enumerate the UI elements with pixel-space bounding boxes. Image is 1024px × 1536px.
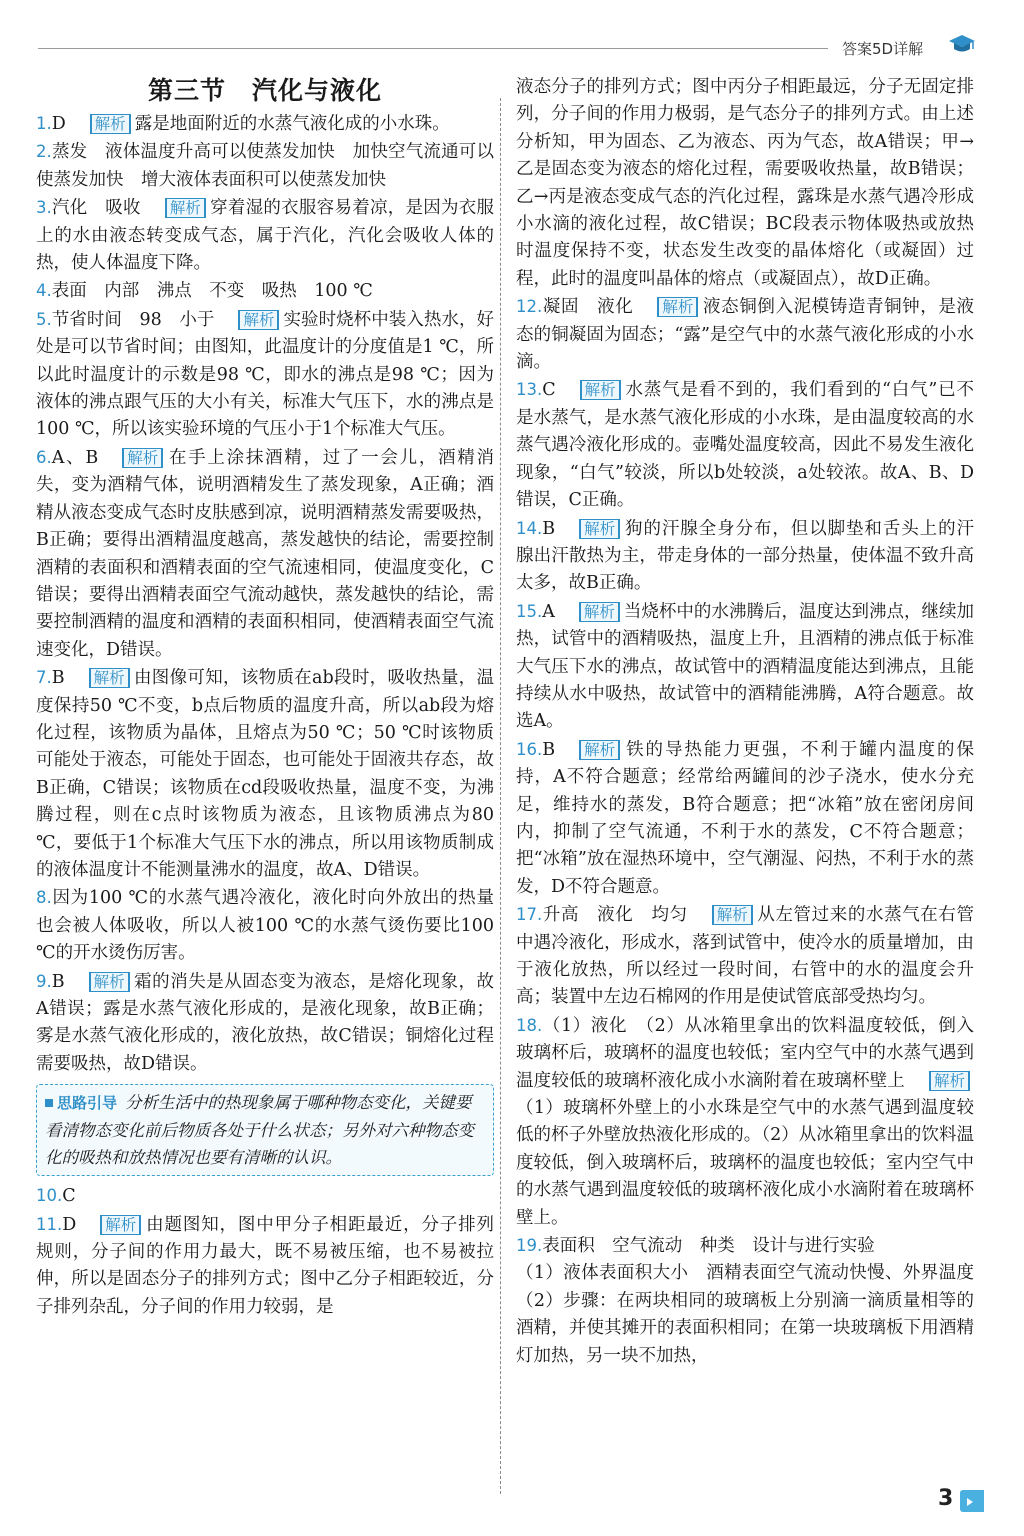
jiexi-tag: 解析 [579, 602, 620, 622]
jiexi-tag: 解析 [580, 380, 621, 400]
answer-item [36, 968, 494, 1079]
item-number: 19. [516, 1236, 543, 1256]
answer-item [36, 1182, 494, 1210]
item-number: 6. [36, 447, 52, 467]
item-extra: （1）液体表面积大小 酒精表面空气流动快慢、外界温度 （2）步骤：在两块相同的玻璃板上分别滴一滴质量相等的酒精，并使其摊开的表面积相同；在第一块玻璃板下用酒精灯加热，另一块不加热， [516, 1263, 992, 1366]
item-explanation: 穿着湿的衣服容易着凉，是因为衣服上的水由液态转变成气态，属于汽化，汽化会吸收人体的热，使人体温度下降。 [36, 198, 495, 274]
item-answer: 因为100 ℃的水蒸气遇冷液化，液化时向外放出的热量也会被人体吸收，所以人被100 ℃的水蒸气烫伤要比100 ℃的开水烫伤厉害。 [36, 888, 494, 964]
item-explanation: 实验时烧杯中装入热水，好处是可以节省时间；由图知，此温度计的分度值是1 ℃，所以此时温度计的示数是98 ℃，即水的沸点是98 ℃；因为液体的沸点跟气压的大小有关，标准大气压下，水的沸点是100 ℃，所以该实验环境的气压小于1个标准大气压。 [36, 309, 494, 440]
jiexi-tag: 解析 [579, 519, 620, 539]
jiexi-tag: 解析 [122, 448, 163, 468]
answer-item [516, 1232, 992, 1370]
answer-item [36, 277, 494, 305]
item-answer: 升高 液化 均匀 [542, 905, 688, 926]
answer-item [36, 884, 494, 967]
item-explanation: 由题图知，图中甲分子相距最近，分子排列规则，分子间的作用力最大，既不易被压缩，也不易被拉伸，所以是固态分子的排列方式；图中乙分子相距较近，分子排列杂乱，分子间的作用力较弱，是 [36, 1214, 494, 1317]
answer-item [36, 444, 494, 664]
section-title [36, 74, 494, 108]
answer-item [36, 194, 494, 277]
item-explanation: 霜的消失是从固态变为液态，是熔化现象，故A错误；露是水蒸气液化形成的，是液化现象，故B正确；雾是水蒸气液化形成的，液化放热，故C错误；铜熔化过程需要吸热，故D错误。 [36, 971, 494, 1074]
answer-item [516, 293, 974, 376]
item-number: 18. [516, 1015, 543, 1035]
continuation-text: 液态分子的排列方式；图中丙分子相距最远，分子无固定排列，分子间的作用力极弱，是气态分子的排列方式。由上述分析知，甲为固态、乙为液态、丙为气态，故A错误；甲→乙是固态变为液态的熔化过程，需要吸收热量，故B错误；乙→丙是液态变成气态的汽化过程，露珠是水蒸气遇冷形成小水滴的液化过程，故C错误；BC段表示物体吸热或放热时温度保持不变，状态发生改变的晶体熔化（或凝固）过程，此时的温度叫晶体的熔点（或凝固点），故D正确。 [516, 77, 974, 289]
item-answer: D [62, 1214, 77, 1235]
jiexi-tag: 解析 [100, 1215, 141, 1235]
column-divider [500, 98, 501, 1494]
item-number: 14. [516, 518, 543, 538]
item-answer: A、B [51, 447, 99, 468]
item-answer: （1）液化 （2）从冰箱里拿出的饮料温度较低，倒入玻璃杯后，玻璃杯的温度也较低；室内空气中的水蒸气遇到温度较低的玻璃杯液化成小水滴附着在玻璃杯壁上 [516, 1015, 974, 1091]
item-explanation: 由图像可知，该物质在ab段时，吸收热量，温度保持50 ℃不变，b点后物质的温度升高，所以ab段为熔化过程，该物质为晶体，且熔点为50 ℃；50 ℃时该物质可能处于液态，可能处于固态，也可能处于固液共存态，故B正确，C错误；该物质在cd段吸收热量，温度不变，为沸腾过程，则在c点时该物质为液态，且该物质沸点为80 ℃，要低于1个标准大气压下水的沸点，所以用该物质制成的液体温度计不能测量沸水的温度，故A、D错误。 [36, 668, 494, 880]
answer-item [36, 664, 494, 884]
tip-label: 思路引导 [45, 1094, 117, 1112]
jiexi-tag: 解析 [89, 668, 130, 688]
item-explanation: 水蒸气是看不到的，我们看到的“白气”已不是水蒸气，是水蒸气液化形成的小水珠，是由温度较高的水蒸气遇冷液化形成的。壶嘴处温度较高，因此不易发生液化现象，“白气”较淡，所以b处较淡，a处较浓。故A、B、D错误，C正确。 [516, 380, 974, 511]
page-tab-arrow-icon [960, 1490, 984, 1512]
item-number: 2. [36, 142, 52, 162]
header-brand: 答案5D详解 [842, 40, 924, 58]
jiexi-tag: 解析 [712, 905, 753, 925]
item-answer: B [542, 518, 556, 539]
right-column [516, 74, 992, 1370]
answer-list-right [516, 293, 992, 1370]
item-number: 7. [36, 668, 52, 688]
section-number: 第三节 [147, 76, 226, 105]
answer-item [516, 736, 974, 901]
answer-item [36, 306, 494, 444]
item-number: 12. [516, 297, 543, 317]
answer-item [36, 110, 494, 138]
jiexi-tag: 解析 [165, 198, 206, 218]
item-number: 10. [36, 1186, 63, 1206]
item-answer: 蒸发 液体温度升高可以使蒸发加快 加快空气流通可以使蒸发加快 增大液体表面积可以使蒸发加快 [36, 142, 494, 190]
item-answer: C [62, 1186, 76, 1207]
item-explanation: 狗的汗腺全身分布，但以脚垫和舌头上的汗腺出汗散热为主，带走身体的一部分热量，使体温不致升高太多，故B正确。 [516, 518, 974, 594]
item-answer: B [51, 668, 65, 689]
item-answer: 凝固 液化 [542, 297, 634, 318]
item-answer: 汽化 吸收 [51, 198, 141, 219]
item-answer: A [542, 601, 555, 622]
item-number: 15. [516, 601, 543, 621]
item-explanation: 液态铜倒入泥模铸造青铜钟，是液态的铜凝固为固态；“露”是空气中的水蒸气液化形成的小水滴。 [516, 297, 975, 373]
item-answer: D [51, 114, 66, 134]
left-column [36, 76, 494, 1321]
item-answer: 表面积 空气流动 种类 设计与进行实验 [542, 1236, 875, 1257]
item-number: 9. [36, 971, 52, 991]
item-number: 17. [516, 905, 543, 925]
jiexi-tag: 解析 [90, 114, 131, 134]
item-number: 16. [516, 739, 543, 759]
item-number: 5. [36, 309, 52, 329]
jiexi-tag: 解析 [579, 740, 620, 760]
section-name: 汽化与液化 [252, 76, 383, 105]
item-answer: B [542, 739, 556, 760]
header-rule [38, 48, 828, 49]
item-explanation: 从左管过来的水蒸气在右管中遇冷液化，形成水，落到试管中，使冷水的质量增加，由于液化放热，所以经过一段时间，右管中的水的温度会升高；装置中左边石棉网的作用是使试管底部受热均匀。 [516, 905, 975, 1008]
tip-box [36, 1084, 494, 1176]
item-answer: 表面 内部 沸点 不变 吸热 100 ℃ [51, 281, 373, 302]
answer-item [36, 1211, 494, 1322]
item-explanation: 露是地面附近的水蒸气液化成的小水珠。 [134, 114, 450, 134]
answer-item [516, 1012, 974, 1232]
item-number: 8. [36, 888, 52, 908]
item-explanation: （1）玻璃杯外壁上的小水珠是空气中的水蒸气遇到温度较低的杯子外壁放热液化形成的。（2）从冰箱里拿出的饮料温度较低，倒入玻璃杯后，玻璃杯的温度也较低；室内空气中的水蒸气遇到温度较低的玻璃杯液化成小水滴附着在玻璃杯壁上。 [516, 1098, 974, 1228]
answer-item [36, 138, 494, 194]
answer-item [516, 598, 974, 736]
tip-text: 分析生活中的热现象属于哪种物态变化，关键要看清物态变化前后物质各处于什么状态；另外对六种物态变化的吸热和放热情况也要有清晰的认识。 [45, 1093, 474, 1168]
item-explanation: 当烧杯中的水沸腾后，温度达到沸点，继续加热，试管中的酒精吸热，温度上升，且酒精的沸点低于标准大气压下水的沸点，故试管中的酒精温度能达到沸点，且能持续从水中吸热，故试管中的酒精能沸腾，A符合题意。故选A。 [516, 601, 974, 732]
answer-list-left [36, 110, 494, 1078]
square-icon [45, 1099, 53, 1107]
graduation-cap-icon [948, 32, 976, 56]
jiexi-tag: 解析 [657, 297, 698, 317]
answer-item [516, 515, 974, 598]
answer-item [516, 901, 974, 1012]
item-number: 11. [36, 1214, 63, 1234]
jiexi-tag: 解析 [89, 972, 130, 992]
item-answer: B [51, 971, 65, 992]
item-answer: 节省时间 98 小于 [51, 309, 215, 330]
item-number: 13. [516, 380, 543, 400]
jiexi-tag: 解析 [238, 310, 279, 330]
answer-list-left-after-tip [36, 1182, 494, 1321]
item-number: 3. [36, 198, 52, 218]
item-explanation: 铁的导热能力更强，不利于罐内温度的保持，A不符合题意；经常给两罐间的沙子浇水，使水分充足，维持水的蒸发，B符合题意；把“冰箱”放在密闭房间内，抑制了空气流通，不利于水的蒸发，C不符合题意；把“冰箱”放在湿热环境中，空气潮湿、闷热，不利于水的蒸发，D不符合题意。 [516, 739, 974, 897]
page-number: 3 [938, 1486, 954, 1511]
jiexi-tag: 解析 [929, 1071, 970, 1091]
item-number: 4. [36, 281, 52, 301]
item-answer: C [542, 380, 556, 401]
item-number: 1. [36, 114, 52, 133]
answer-item [516, 376, 974, 514]
item-explanation: 在手上涂抹酒精，过了一会儿，酒精消失，变为酒精气体，说明酒精发生了蒸发现象，A正确；酒精从液态变成气态时皮肤感到凉，说明酒精蒸发需要吸热，B正确；要得出酒精温度越高，蒸发越快的结论，需要控制酒精的表面积和酒精表面的空气流速相同，使温度变化，C错误；要得出酒精表面空气流动越快，蒸发越快的结论，需要控制酒精的温度和酒精的表面积相同，使酒精表面空气流速变化，D错误。 [36, 447, 495, 660]
